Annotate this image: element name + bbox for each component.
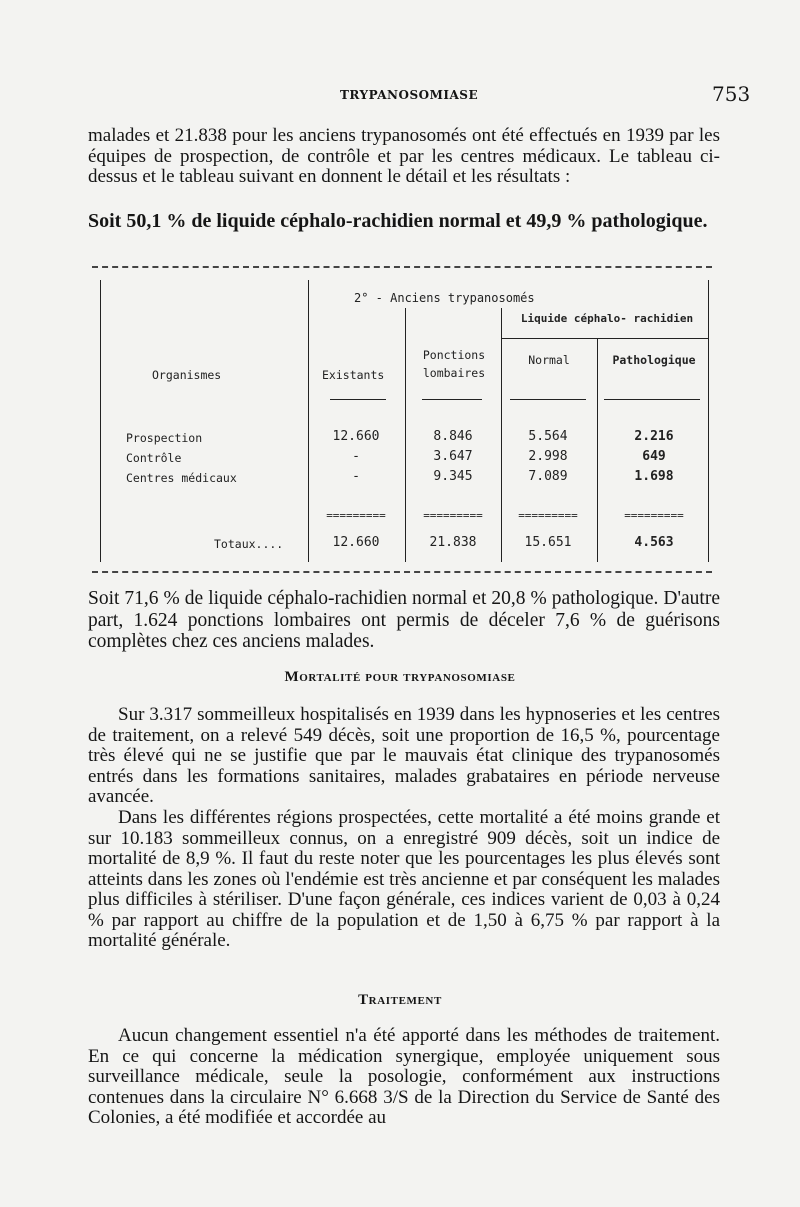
- table-top-border: [92, 266, 712, 268]
- header-rule: [604, 399, 700, 400]
- group-header-rule: [501, 338, 708, 339]
- row-normal: 5.564: [528, 429, 568, 444]
- row-existants: -: [352, 449, 360, 464]
- row-existants: -: [352, 469, 360, 484]
- intro-paragraph: malades et 21.838 pour les anciens trypanosomés ont été effectués en 1939 par les équipes de prospection, de contrôle et par les centres médicaux. Le tableau ci-dessus et le tableau suivant en donnent le détail et les résultats :: [88, 125, 720, 187]
- page-number: 753: [712, 82, 751, 106]
- totals-existants: 12.660: [332, 535, 380, 550]
- total-separator: =========: [518, 509, 578, 522]
- row-ponctions: 3.647: [433, 449, 473, 464]
- totals-normal: 15.651: [524, 535, 572, 550]
- col-header-organismes: Organismes: [152, 368, 222, 382]
- heading-mortalite: Mortalité pour trypanosomiase: [284, 669, 516, 685]
- group-header-liquide: Liquide céphalo- rachidien: [520, 312, 694, 325]
- header-rule: [330, 399, 386, 400]
- after-table-paragraph: Soit 71,6 % de liquide céphalo-rachidien normal et 20,8 % pathologique. D'autre part, 1.624 ponctions lombaires ont permis de déceler 7,6 % de guérisons complètes chez ces anciens malades.: [88, 588, 720, 652]
- table-left-border: [100, 280, 101, 562]
- intro-result: Soit 50,1 % de liquide céphalo-rachidien normal et 49,9 % pathologique.: [88, 210, 708, 232]
- anciens-trypanosomes-table: [92, 262, 712, 580]
- total-separator: =========: [423, 509, 483, 522]
- table-title: 2° - Anciens trypanosomés: [354, 291, 535, 305]
- mortalite-paragraph-2: [88, 808, 720, 952]
- mortalite-paragraph-1-text: Sur 3.317 sommeilleux hospitalisés en 1939 dans les hypnoseries et les centres de traitement, on a relevé 549 décès, soit une proportion de 16,5 %, pourcentage très élevé qui ne se justifie que par le mauvais état clinique des trypanosomés entrés dans les formations sanitaires, malades grabataires en période nerveuse avancée.: [88, 704, 720, 807]
- mortalite-paragraph-2-text: Dans les différentes régions prospectées, cette mortalité a été moins grande et sur 10.183 sommeilleux connus, on a enregistré 909 décès, soit un indice de mortalité de 8,9 %. Il faut du reste noter que les pourcentages les plus élevés sont atteints dans les zones où l'endémie est très ancienne et par conséquent les malades plus difficiles à stériliser. D'une façon générale, ces indices varient de 0,03 à 0,24 % par rapport au chiffre de la population et de 1,50 à 6,75 % par rapport à la mortalité générale.: [88, 807, 720, 951]
- row-organisme: Contrôle: [126, 451, 182, 465]
- col-header-pathologique: Pathologique: [612, 353, 696, 367]
- row-normal: 7.089: [528, 469, 568, 484]
- running-title: TRYPANOSOMIASE: [340, 88, 479, 102]
- table-bottom-border: [92, 571, 712, 573]
- header-rule: [422, 399, 482, 400]
- column-divider: [308, 280, 309, 562]
- row-pathologique: 1.698: [634, 469, 674, 484]
- totals-label: Totaux....: [214, 537, 284, 551]
- col-header-ponctions: Ponctions lombaires: [422, 348, 486, 380]
- row-ponctions: 9.345: [433, 469, 473, 484]
- totals-ponctions: 21.838: [429, 535, 477, 550]
- totals-pathologique: 4.563: [634, 535, 674, 550]
- row-organisme: Centres médicaux: [126, 471, 237, 485]
- row-ponctions: 8.846: [433, 429, 473, 444]
- row-normal: 2.998: [528, 449, 568, 464]
- total-separator: =========: [624, 509, 684, 522]
- row-existants: 12.660: [332, 429, 380, 444]
- column-divider: [597, 338, 598, 562]
- column-divider: [405, 308, 406, 562]
- header-rule: [510, 399, 586, 400]
- heading-traitement: Traitement: [358, 992, 442, 1008]
- row-pathologique: 649: [642, 449, 666, 464]
- row-organisme: Prospection: [126, 431, 203, 445]
- col-header-existants: Existants: [322, 368, 385, 382]
- page-header: [0, 82, 800, 112]
- mortalite-paragraph-1: [88, 705, 720, 808]
- col-header-normal: Normal: [528, 353, 570, 367]
- traitement-paragraph-text: Aucun changement essentiel n'a été apporté dans les méthodes de traitement. En ce qui concerne la médication synergique, employée uniquement sous surveillance médicale, seule la posologie, conformément aux instructions contenues dans la circulaire N° 6.668 3/S de la Direction du Service de Santé des Colonies, a été modifiée et accordée au: [88, 1025, 720, 1128]
- total-separator: =========: [326, 509, 386, 522]
- row-pathologique: 2.216: [634, 429, 674, 444]
- traitement-paragraph: [88, 1026, 720, 1129]
- table-right-border: [708, 280, 709, 562]
